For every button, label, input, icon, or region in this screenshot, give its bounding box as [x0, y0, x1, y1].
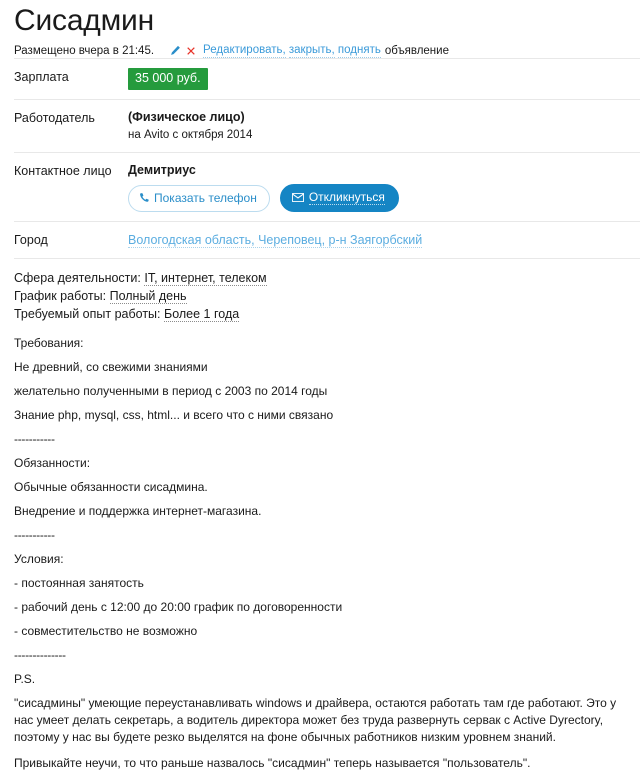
param-line	[14, 287, 626, 305]
description-separator: -----------	[14, 432, 55, 446]
meta-actions	[170, 43, 449, 58]
param-label: Требуемый опыт работы:	[14, 307, 161, 321]
description-line: Обычные обязанности сисадмина.	[14, 480, 208, 494]
city-link[interactable]: Вологодская область, Череповец, р-н Заягорбский	[128, 233, 423, 247]
param-label: График работы:	[14, 289, 107, 303]
param-value[interactable]: Полный день	[109, 289, 187, 303]
reply-button[interactable]	[280, 184, 399, 212]
description-paragraph: Привыкайте неучи, то что раньше назвалось "сисадмин" теперь называется "пользователь".	[14, 756, 531, 770]
description-line: Знание php, mysql, css, html... и всего что с ними связано	[14, 408, 334, 422]
listing-header	[0, 0, 640, 58]
description-line: Условия:	[14, 552, 64, 566]
spec-row-employer	[0, 100, 640, 152]
show-phone-button[interactable]	[128, 185, 270, 212]
description-line: - постоянная занятость	[14, 576, 144, 590]
contact-name: Демитриус	[128, 163, 196, 177]
close-icon[interactable]	[186, 46, 196, 56]
description-separator: --------------	[14, 648, 66, 662]
spec-row-salary	[0, 59, 640, 99]
envelope-icon	[292, 193, 304, 202]
close-listing-link[interactable]: закрыть,	[288, 44, 335, 56]
posted-date: Размещено вчера в 21:45.	[14, 44, 155, 57]
city-label: Город	[14, 233, 48, 247]
param-value[interactable]: IT, интернет, телеком	[144, 271, 267, 285]
raise-listing-link[interactable]: поднять	[337, 44, 381, 56]
param-line	[14, 305, 626, 323]
param-value[interactable]: Более 1 года	[164, 307, 240, 321]
employer-label: Работодатель	[14, 111, 95, 125]
contact-buttons	[128, 184, 626, 212]
description-line: P.S.	[14, 672, 36, 686]
description-line: Не древний, со свежими знаниями	[14, 360, 208, 374]
city-value-wrap	[128, 231, 626, 249]
params-block	[0, 259, 640, 329]
description-line: желательно полученными в период с 2003 по 2014 годы	[14, 384, 328, 398]
spec-row-contact	[0, 153, 640, 221]
salary-value-wrap	[128, 68, 626, 90]
salary-badge: 35 000 руб.	[128, 68, 208, 90]
employer-since: на Avito с октября 2014	[128, 129, 253, 141]
employer-value-wrap	[128, 109, 626, 143]
spec-row-city	[0, 222, 640, 258]
description-line: - совместительство не возможно	[14, 624, 198, 638]
show-phone-label: Показать телефон	[154, 190, 257, 205]
description-line: Обязанности:	[14, 456, 91, 470]
param-label: Сфера деятельности:	[14, 271, 141, 285]
phone-icon	[139, 192, 150, 203]
page-title: Сисадмин	[14, 4, 154, 37]
description-separator: -----------	[14, 528, 55, 542]
description-line: Требования:	[14, 336, 84, 350]
param-line	[14, 269, 626, 287]
description-paragraph: "сисадмины" умеющие переустанавливать windows и драйвера, остаются работать там где работают. Это у нас умеет делать секретарь, а водитель директора может без труда развернуть сервак с Active Dyrectory, поэтому у нас вы будете резко выделятся на фоне обычных работников низким уровнем знаний.	[14, 696, 617, 744]
description-line: Внедрение и поддержка интернет-магазина.	[14, 504, 262, 518]
contact-label: Контактное лицо	[14, 164, 112, 178]
listing-meta	[14, 43, 626, 58]
meta-tail-text: объявление	[384, 44, 449, 57]
reply-label: Откликнуться	[308, 190, 385, 204]
pencil-icon[interactable]	[170, 45, 181, 56]
salary-label: Зарплата	[14, 70, 69, 84]
description-line: - рабочий день с 12:00 до 20:00 график по договоренности	[14, 600, 343, 614]
description-block	[0, 329, 640, 772]
edit-listing-link[interactable]: Редактировать,	[203, 44, 286, 56]
contact-value-wrap	[128, 162, 626, 212]
employer-name: (Физическое лицо)	[128, 110, 245, 124]
